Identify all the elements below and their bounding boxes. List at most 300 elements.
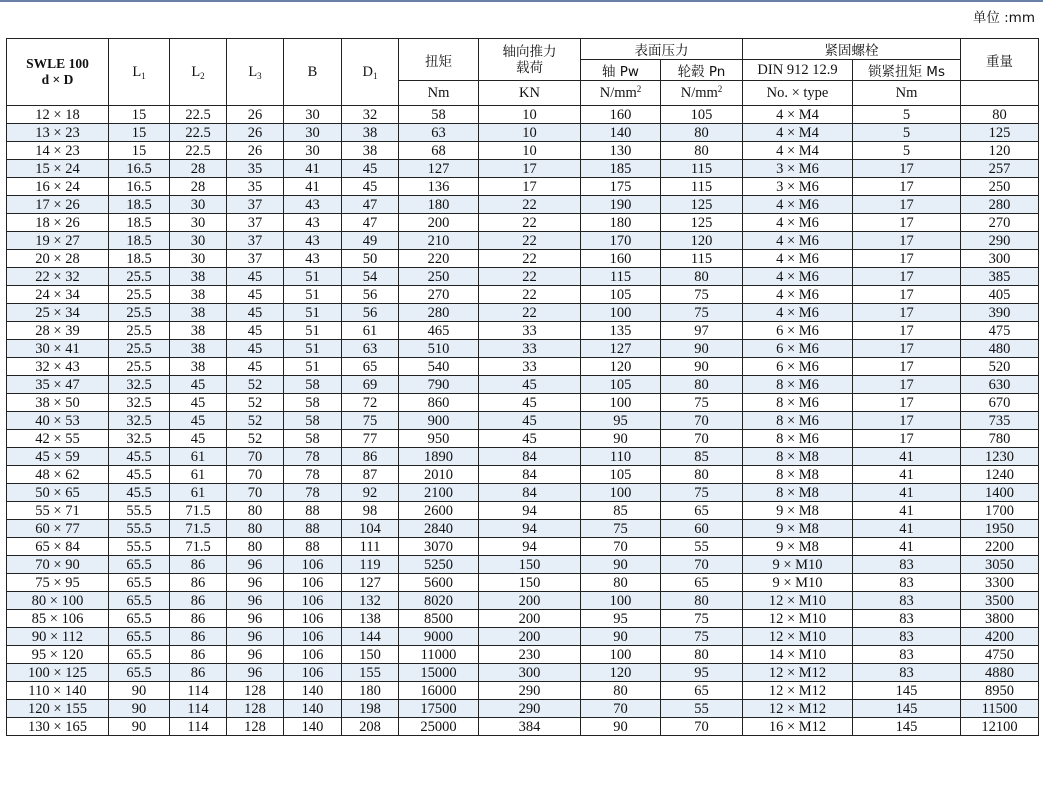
cell-d1: 119 [342,556,399,574]
cell-d1: 63 [342,340,399,358]
cell-lock-torque: 17 [853,178,961,196]
cell-d1: 86 [342,448,399,466]
cell-lock-torque: 83 [853,628,961,646]
cell-shaft-pw: 90 [581,628,661,646]
cell-torque: 2600 [399,502,479,520]
cell-b: 30 [284,106,342,124]
cell-lock-torque: 83 [853,610,961,628]
cell-model: 20 × 28 [7,250,109,268]
cell-l2: 71.5 [170,502,227,520]
cell-l2: 114 [170,718,227,736]
table-row [7,646,1039,664]
cell-shaft-pw: 175 [581,178,661,196]
cell-weight: 390 [961,304,1039,322]
header-model-line1: SWLE 100 [26,56,89,71]
cell-lock-torque: 17 [853,358,961,376]
cell-hub-pn: 75 [661,610,743,628]
cell-lock-torque: 83 [853,592,961,610]
cell-torque: 1890 [399,448,479,466]
cell-torque: 9000 [399,628,479,646]
cell-l2: 22.5 [170,142,227,160]
table-row [7,412,1039,430]
cell-model: 65 × 84 [7,538,109,556]
cell-l2: 38 [170,304,227,322]
cell-shaft-pw: 100 [581,646,661,664]
cell-bolt: 8 × M8 [743,448,853,466]
cell-shaft-pw: 95 [581,610,661,628]
cell-weight: 8950 [961,682,1039,700]
cell-shaft-pw: 80 [581,574,661,592]
cell-lock-torque: 17 [853,268,961,286]
cell-torque: 11000 [399,646,479,664]
cell-l2: 38 [170,286,227,304]
cell-axial-load: 17 [479,178,581,196]
cell-l2: 30 [170,232,227,250]
cell-l3: 128 [227,718,284,736]
cell-l1: 25.5 [109,286,170,304]
table-row [7,394,1039,412]
cell-bolt: 3 × M6 [743,160,853,178]
cell-l1: 65.5 [109,574,170,592]
table-row [7,448,1039,466]
cell-bolt: 4 × M6 [743,304,853,322]
cell-weight: 4750 [961,646,1039,664]
cell-bolt: 12 × M10 [743,592,853,610]
cell-l2: 30 [170,250,227,268]
cell-b: 106 [284,628,342,646]
cell-hub-pn: 115 [661,160,743,178]
cell-weight: 80 [961,106,1039,124]
cell-l2: 45 [170,430,227,448]
cell-d1: 77 [342,430,399,448]
cell-d1: 47 [342,214,399,232]
cell-weight: 4200 [961,628,1039,646]
cell-l2: 38 [170,322,227,340]
table-row [7,268,1039,286]
cell-b: 51 [284,340,342,358]
cell-weight: 1700 [961,502,1039,520]
unit-pw-text: N/mm [599,85,637,101]
table-row [7,196,1039,214]
cell-shaft-pw: 90 [581,718,661,736]
cell-b: 51 [284,268,342,286]
cell-weight: 385 [961,268,1039,286]
cell-d1: 155 [342,664,399,682]
cell-torque: 3070 [399,538,479,556]
cell-d1: 150 [342,646,399,664]
table-row [7,574,1039,592]
cell-shaft-pw: 180 [581,214,661,232]
cell-b: 41 [284,178,342,196]
cell-weight: 257 [961,160,1039,178]
cell-lock-torque: 17 [853,250,961,268]
table-row [7,502,1039,520]
cell-model: 15 × 24 [7,160,109,178]
cell-weight: 405 [961,286,1039,304]
cell-model: 80 × 100 [7,592,109,610]
table-row [7,628,1039,646]
cell-l1: 18.5 [109,232,170,250]
cell-bolt: 6 × M6 [743,340,853,358]
cell-l3: 96 [227,646,284,664]
cell-l1: 65.5 [109,646,170,664]
cell-lock-torque: 83 [853,556,961,574]
cell-axial-load: 94 [479,538,581,556]
cell-axial-load: 22 [479,232,581,250]
cell-d1: 138 [342,610,399,628]
cell-l1: 15 [109,142,170,160]
top-rule [0,0,1043,2]
cell-shaft-pw: 105 [581,376,661,394]
cell-shaft-pw: 115 [581,268,661,286]
cell-l1: 32.5 [109,412,170,430]
cell-model: 18 × 26 [7,214,109,232]
cell-weight: 120 [961,142,1039,160]
cell-d1: 61 [342,322,399,340]
cell-hub-pn: 65 [661,574,743,592]
cell-axial-load: 200 [479,610,581,628]
cell-hub-pn: 75 [661,286,743,304]
table-row [7,700,1039,718]
cell-d1: 98 [342,502,399,520]
cell-hub-pn: 80 [661,142,743,160]
cell-l3: 52 [227,430,284,448]
cell-l3: 52 [227,394,284,412]
header-l2-text: L [191,63,201,80]
cell-torque: 280 [399,304,479,322]
cell-weight: 3300 [961,574,1039,592]
cell-hub-pn: 65 [661,682,743,700]
cell-hub-pn: 80 [661,124,743,142]
cell-bolt: 4 × M6 [743,250,853,268]
cell-hub-pn: 55 [661,700,743,718]
cell-model: 95 × 120 [7,646,109,664]
cell-l1: 15 [109,124,170,142]
cell-axial-load: 290 [479,682,581,700]
cell-l1: 65.5 [109,628,170,646]
cell-l3: 37 [227,196,284,214]
cell-l1: 65.5 [109,592,170,610]
cell-model: 70 × 90 [7,556,109,574]
table-row [7,304,1039,322]
cell-bolt: 9 × M10 [743,574,853,592]
cell-b: 58 [284,412,342,430]
unit-pw [581,81,661,106]
cell-bolt: 4 × M6 [743,286,853,304]
cell-weight: 250 [961,178,1039,196]
cell-l3: 37 [227,214,284,232]
cell-torque: 2010 [399,466,479,484]
cell-weight: 3050 [961,556,1039,574]
cell-hub-pn: 95 [661,664,743,682]
cell-torque: 127 [399,160,479,178]
cell-l3: 96 [227,592,284,610]
cell-l1: 90 [109,718,170,736]
cell-d1: 45 [342,160,399,178]
cell-bolt: 8 × M6 [743,412,853,430]
cell-l3: 45 [227,268,284,286]
table-row [7,124,1039,142]
cell-bolt: 9 × M8 [743,538,853,556]
cell-hub-pn: 120 [661,232,743,250]
cell-l3: 52 [227,412,284,430]
cell-lock-torque: 17 [853,412,961,430]
cell-hub-pn: 75 [661,484,743,502]
cell-torque: 200 [399,214,479,232]
cell-axial-load: 22 [479,268,581,286]
cell-bolt: 12 × M10 [743,610,853,628]
cell-l1: 90 [109,700,170,718]
cell-shaft-pw: 75 [581,520,661,538]
cell-l3: 45 [227,286,284,304]
cell-d1: 56 [342,286,399,304]
cell-d1: 72 [342,394,399,412]
cell-lock-torque: 83 [853,646,961,664]
cell-l1: 55.5 [109,538,170,556]
cell-l3: 45 [227,340,284,358]
cell-hub-pn: 80 [661,592,743,610]
cell-d1: 180 [342,682,399,700]
cell-l1: 65.5 [109,610,170,628]
cell-axial-load: 230 [479,646,581,664]
cell-l1: 18.5 [109,214,170,232]
cell-d1: 75 [342,412,399,430]
unit-pn-sup: 2 [717,84,723,94]
cell-d1: 111 [342,538,399,556]
cell-d1: 87 [342,466,399,484]
unit-label: 单位 :mm [972,10,1035,26]
cell-b: 51 [284,358,342,376]
cell-d1: 49 [342,232,399,250]
cell-hub-pn: 97 [661,322,743,340]
cell-weight: 780 [961,430,1039,448]
cell-model: 16 × 24 [7,178,109,196]
cell-hub-pn: 80 [661,646,743,664]
cell-axial-load: 300 [479,664,581,682]
cell-shaft-pw: 95 [581,412,661,430]
cell-b: 43 [284,250,342,268]
cell-torque: 540 [399,358,479,376]
cell-model: 60 × 77 [7,520,109,538]
cell-lock-torque: 41 [853,502,961,520]
cell-torque: 210 [399,232,479,250]
cell-l1: 25.5 [109,304,170,322]
cell-model: 85 × 106 [7,610,109,628]
cell-weight: 670 [961,394,1039,412]
cell-hub-pn: 125 [661,196,743,214]
cell-l3: 45 [227,304,284,322]
cell-shaft-pw: 100 [581,304,661,322]
cell-shaft-pw: 140 [581,124,661,142]
cell-l3: 96 [227,610,284,628]
cell-model: 24 × 34 [7,286,109,304]
cell-d1: 65 [342,358,399,376]
cell-l2: 114 [170,700,227,718]
cell-axial-load: 84 [479,448,581,466]
cell-lock-torque: 5 [853,124,961,142]
header-din: DIN 912 12.9 [743,60,853,81]
cell-lock-torque: 41 [853,520,961,538]
cell-model: 14 × 23 [7,142,109,160]
table-row [7,682,1039,700]
cell-bolt: 9 × M8 [743,502,853,520]
cell-lock-torque: 17 [853,376,961,394]
cell-torque: 63 [399,124,479,142]
header-l1-sub: 1 [141,70,146,81]
cell-shaft-pw: 70 [581,700,661,718]
cell-hub-pn: 90 [661,340,743,358]
cell-bolt: 6 × M6 [743,322,853,340]
cell-l2: 45 [170,376,227,394]
cell-lock-torque: 145 [853,700,961,718]
cell-d1: 38 [342,142,399,160]
header-hub-pn: 轮毂 Pn [661,60,743,81]
cell-l3: 96 [227,574,284,592]
cell-l1: 16.5 [109,160,170,178]
cell-l3: 96 [227,664,284,682]
cell-l1: 25.5 [109,322,170,340]
table-row [7,214,1039,232]
cell-model: 25 × 34 [7,304,109,322]
cell-l3: 128 [227,700,284,718]
cell-torque: 136 [399,178,479,196]
cell-shaft-pw: 100 [581,394,661,412]
cell-bolt: 8 × M6 [743,376,853,394]
cell-model: 40 × 53 [7,412,109,430]
cell-weight: 11500 [961,700,1039,718]
cell-axial-load: 150 [479,556,581,574]
cell-axial-load: 10 [479,124,581,142]
cell-weight: 3800 [961,610,1039,628]
cell-b: 43 [284,196,342,214]
cell-weight: 12100 [961,718,1039,736]
cell-model: 28 × 39 [7,322,109,340]
cell-l2: 86 [170,664,227,682]
cell-torque: 68 [399,142,479,160]
cell-shaft-pw: 105 [581,286,661,304]
cell-lock-torque: 17 [853,160,961,178]
cell-l2: 86 [170,628,227,646]
cell-shaft-pw: 127 [581,340,661,358]
cell-weight: 1400 [961,484,1039,502]
cell-shaft-pw: 90 [581,556,661,574]
cell-torque: 2100 [399,484,479,502]
cell-model: 75 × 95 [7,574,109,592]
header-lock-torque: 锁紧扭矩 Ms [853,60,961,81]
cell-d1: 69 [342,376,399,394]
cell-axial-load: 94 [479,520,581,538]
cell-l2: 86 [170,646,227,664]
cell-model: 32 × 43 [7,358,109,376]
cell-torque: 25000 [399,718,479,736]
cell-lock-torque: 17 [853,340,961,358]
cell-bolt: 12 × M12 [743,664,853,682]
cell-l1: 32.5 [109,376,170,394]
cell-lock-torque: 17 [853,196,961,214]
table-row [7,340,1039,358]
cell-shaft-pw: 185 [581,160,661,178]
cell-lock-torque: 17 [853,430,961,448]
table-row [7,160,1039,178]
cell-l2: 28 [170,178,227,196]
cell-weight: 300 [961,250,1039,268]
cell-weight: 1240 [961,466,1039,484]
cell-model: 42 × 55 [7,430,109,448]
cell-hub-pn: 60 [661,520,743,538]
cell-bolt: 12 × M10 [743,628,853,646]
cell-lock-torque: 17 [853,286,961,304]
cell-d1: 45 [342,178,399,196]
cell-b: 43 [284,232,342,250]
cell-l1: 25.5 [109,358,170,376]
cell-l1: 90 [109,682,170,700]
unit-torque: Nm [399,81,479,106]
cell-l3: 128 [227,682,284,700]
cell-bolt: 4 × M4 [743,106,853,124]
header-l2-sub: 2 [200,70,205,81]
table-row [7,664,1039,682]
cell-torque: 465 [399,322,479,340]
cell-l1: 32.5 [109,394,170,412]
cell-l2: 45 [170,394,227,412]
cell-lock-torque: 17 [853,394,961,412]
cell-b: 58 [284,430,342,448]
cell-shaft-pw: 70 [581,538,661,556]
cell-weight: 520 [961,358,1039,376]
table-row [7,250,1039,268]
table-row [7,484,1039,502]
cell-l2: 61 [170,448,227,466]
cell-b: 106 [284,574,342,592]
cell-axial-load: 84 [479,484,581,502]
cell-weight: 1950 [961,520,1039,538]
cell-shaft-pw: 160 [581,106,661,124]
table-row [7,358,1039,376]
cell-axial-load: 33 [479,340,581,358]
cell-hub-pn: 80 [661,376,743,394]
cell-d1: 104 [342,520,399,538]
specification-table [6,38,1039,736]
cell-axial-load: 45 [479,430,581,448]
cell-hub-pn: 115 [661,178,743,196]
cell-b: 88 [284,520,342,538]
cell-torque: 8020 [399,592,479,610]
cell-lock-torque: 83 [853,574,961,592]
cell-bolt: 9 × M8 [743,520,853,538]
table-row [7,556,1039,574]
cell-l3: 45 [227,322,284,340]
cell-bolt: 16 × M12 [743,718,853,736]
cell-weight: 3500 [961,592,1039,610]
cell-model: 120 × 155 [7,700,109,718]
cell-l2: 38 [170,358,227,376]
cell-axial-load: 200 [479,592,581,610]
table-row [7,610,1039,628]
cell-torque: 17500 [399,700,479,718]
table-row [7,718,1039,736]
unit-weight-blank [961,81,1039,106]
cell-bolt: 12 × M12 [743,682,853,700]
cell-axial-load: 10 [479,106,581,124]
cell-axial-load: 22 [479,196,581,214]
cell-l1: 25.5 [109,340,170,358]
cell-torque: 180 [399,196,479,214]
cell-hub-pn: 70 [661,718,743,736]
header-axial-line2: 载荷 [516,59,543,76]
cell-b: 106 [284,556,342,574]
cell-torque: 270 [399,286,479,304]
cell-weight: 735 [961,412,1039,430]
